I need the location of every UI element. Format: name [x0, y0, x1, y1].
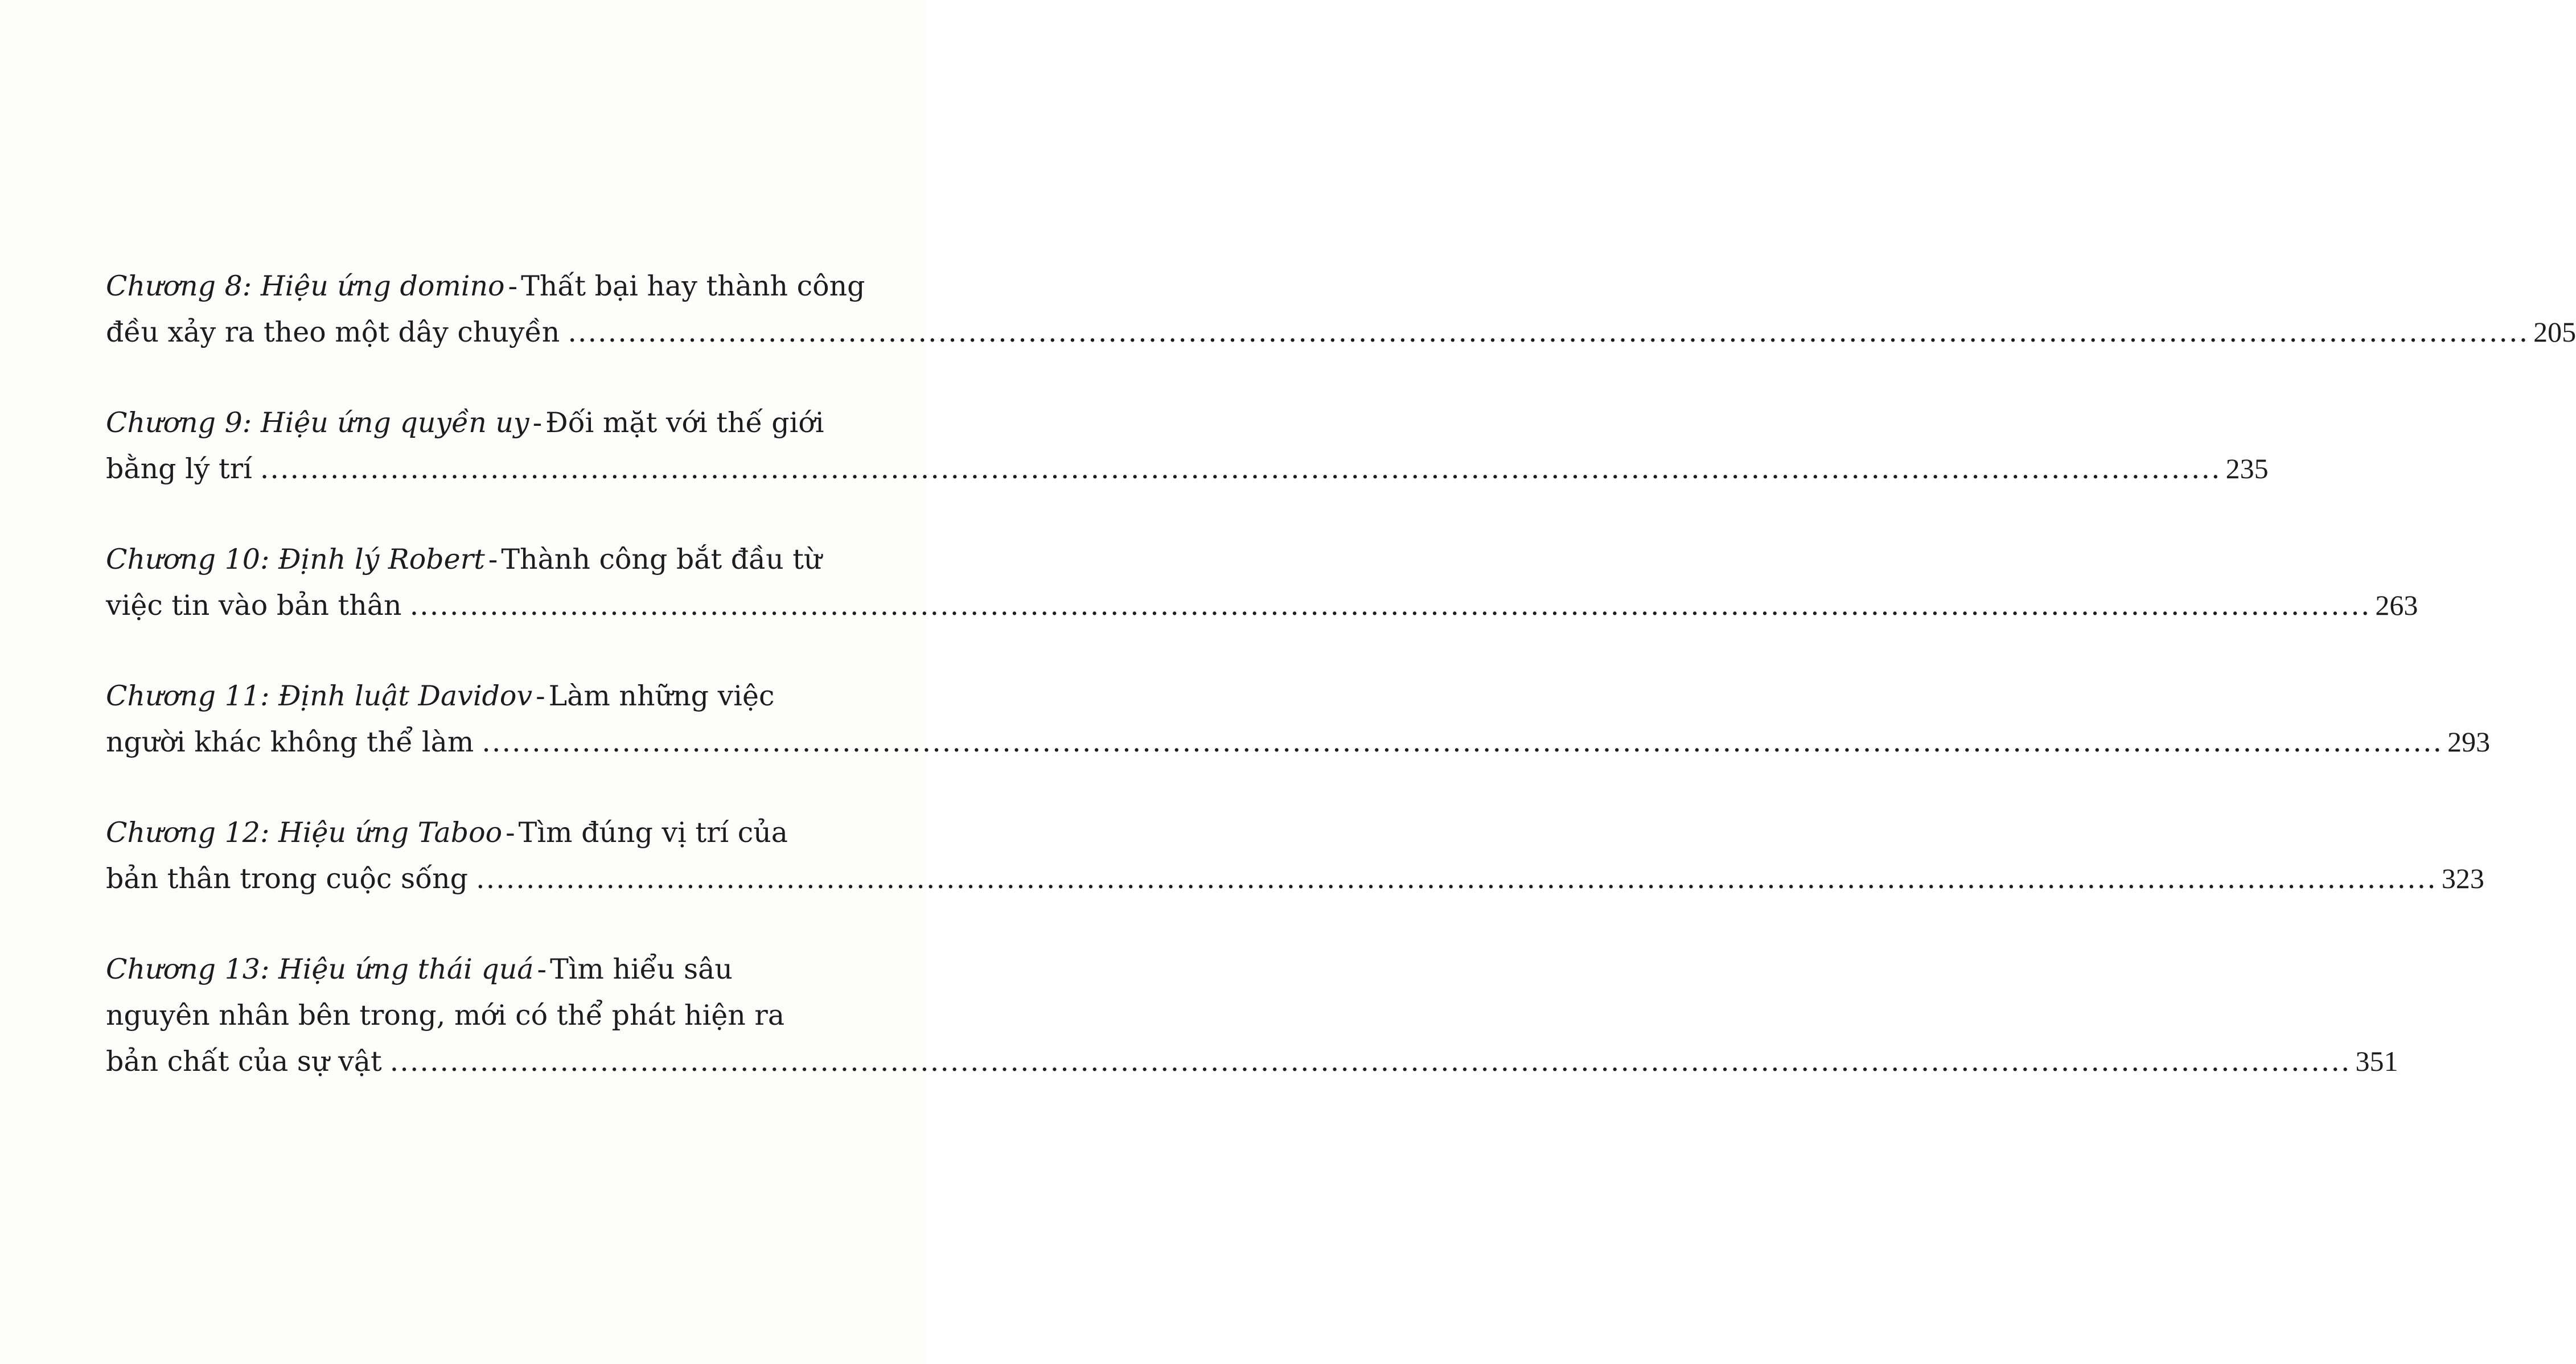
- chapter-subtitle: Làm những việc: [548, 680, 775, 712]
- chapter-subtitle-end: người khác không thể làm: [106, 726, 474, 758]
- chapter-title: Chương 12: Hiệu ứng Taboo: [106, 816, 503, 849]
- page-number: 263: [2375, 589, 2418, 621]
- toc-entry-chapter-9: [106, 400, 2269, 492]
- chapter-subtitle: Đối mặt với thế giới: [545, 406, 824, 439]
- toc-entry-last-line: [106, 719, 2491, 765]
- toc-entry-head: [106, 810, 815, 856]
- chapter-subtitle-end: đều xảy ra theo một dây chuyền: [106, 316, 560, 348]
- toc-entry-last-line: [106, 309, 2576, 355]
- chapter-subtitle: Thành công bắt đầu từ: [501, 543, 822, 576]
- toc-entry-last-line: [106, 856, 2484, 902]
- chapter-title: Chương 13: Hiệu ứng thái quá: [106, 953, 534, 985]
- page-number: 235: [2225, 453, 2269, 484]
- dot-leader: [482, 719, 2443, 765]
- toc-entry-head: [106, 400, 824, 446]
- toc-entry-head: [106, 263, 865, 309]
- page-number: 293: [2447, 726, 2491, 758]
- chapter-subtitle-end: bằng lý trí: [106, 453, 252, 485]
- chapter-subtitle: Tìm đúng vị trí của: [518, 816, 788, 849]
- toc-entry-chapter-12: [106, 810, 2484, 902]
- dot-leader: [476, 856, 2437, 902]
- toc-entry-chapter-11: [106, 673, 2491, 765]
- title-separator: -: [536, 680, 545, 712]
- toc-entry-chapter-13: [106, 946, 2398, 1084]
- dot-leader: [410, 582, 2371, 628]
- chapter-subtitle-end: bản chất của sự vật: [106, 1045, 382, 1078]
- chapter-subtitle: Thất bại hay thành công: [521, 270, 865, 302]
- toc-entry-chapter-8: [106, 263, 2576, 355]
- chapter-subtitle-end: việc tin vào bản thân: [106, 589, 402, 622]
- toc-entry-chapter-10: [106, 536, 2418, 628]
- toc-entry-last-line: [106, 582, 2418, 628]
- title-separator: -: [532, 406, 543, 439]
- dot-leader: [568, 309, 2529, 355]
- chapter-subtitle-continued: nguyên nhân bên trong, mới có thể phát hiện ra: [106, 999, 785, 1032]
- title-separator: -: [508, 270, 518, 302]
- page-number: 351: [2355, 1045, 2398, 1077]
- toc-entry-last-line: [106, 1038, 2398, 1084]
- dot-leader: [260, 446, 2221, 492]
- toc-entry-last-line: [106, 446, 2269, 492]
- chapter-title: Chương 10: Định lý Robert: [106, 543, 485, 576]
- chapter-title: Chương 11: Định luật Davidov: [106, 680, 533, 712]
- toc-entry-head: [106, 536, 822, 582]
- page-number: 323: [2441, 862, 2484, 894]
- toc-entry-head: [106, 946, 815, 992]
- chapter-subtitle: Tìm hiểu sâu: [550, 953, 733, 985]
- chapter-title: Chương 8: Hiệu ứng domino: [106, 270, 505, 302]
- page-number: 205: [2533, 316, 2576, 348]
- title-separator: -: [506, 816, 515, 849]
- toc-entry-head: [106, 673, 815, 719]
- title-separator: -: [537, 953, 547, 985]
- table-of-contents: [106, 263, 2576, 1129]
- chapter-title: Chương 9: Hiệu ứng quyền uy: [106, 406, 529, 439]
- title-separator: -: [488, 543, 498, 576]
- dot-leader: [390, 1038, 2351, 1084]
- chapter-subtitle-end: bản thân trong cuộc sống: [106, 862, 468, 895]
